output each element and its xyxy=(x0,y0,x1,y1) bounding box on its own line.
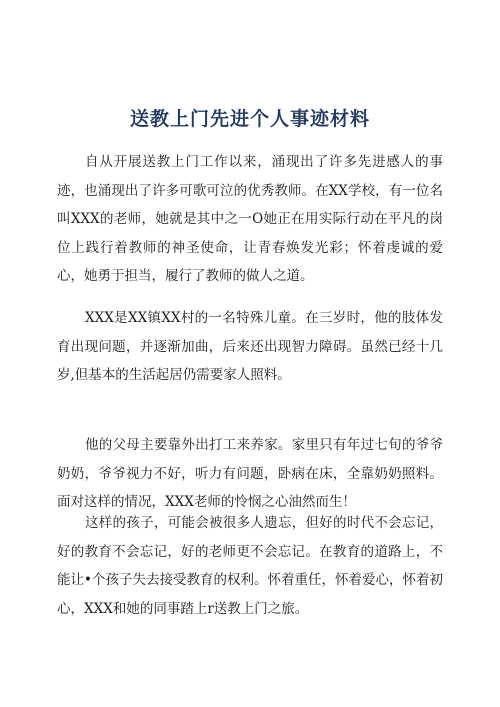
paragraph-family-situation: 他的父母主要靠外出打工来养家。家里只有年过七旬的爷爷奶奶，爷爷视力不好，听力有问题，卧病在床，全靠奶奶照料。面对这样的情况，XXX老师的怜悯之心油然而生！ xyxy=(57,437,443,510)
paragraph-home-teaching: 这样的孩子，可能会被很多人遗忘，但好的时代不会忘记，好的教育不会忘记，好的老师更不会忘记。在教育的道路上，不能让•个孩子失去接受教育的权利。怀着重任，怀着爱心，怀着初心，XXX和她的同事踏上r送教上门之旅。 xyxy=(57,515,443,617)
paragraph-intro: 自从开展送教上门工作以来，涌现出了许多先进感人的事迹，也涌现出了许多可歌可泣的优秀教师。在XX学校，有一位名叫XXX的老师，她就是其中之一O她正在用实际行动在平凡的岗位上践行着教师的神圣使命，让青春焕发光彩；怀着虔诚的爱心，她勇于担当，履行了教师的做人之道。 xyxy=(57,154,443,284)
document-title: 送教上门先进个人事迹材料 xyxy=(129,107,370,130)
paragraph-child-background: XXX是XX镇XX村的一名特殊儿童。在三岁时，他的肢体发育出现问题，并逐渐加曲，后来还出现智力障碍。虽然已经十几岁,但基本的生活起居仍需要家人照料。 xyxy=(57,310,443,383)
